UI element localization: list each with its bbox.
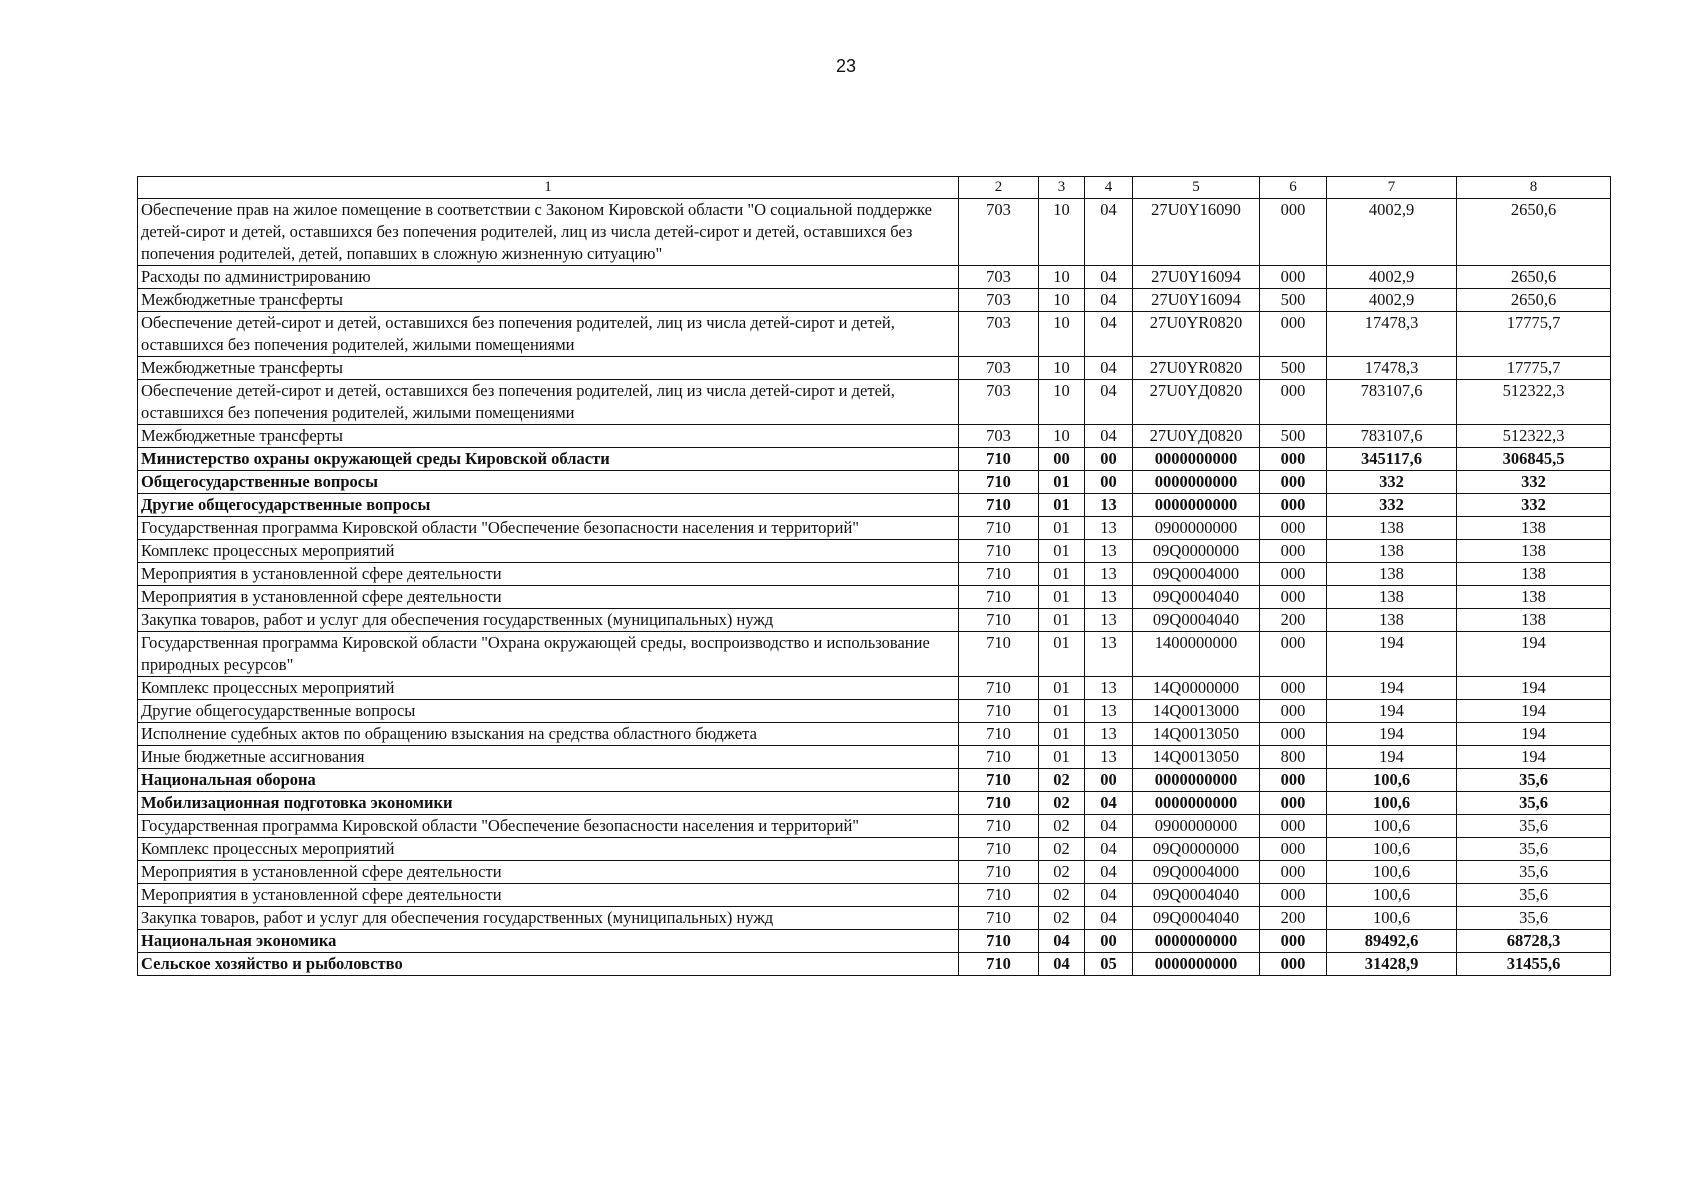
table-row xyxy=(138,792,1611,815)
amount-year-2: 35,6 xyxy=(1457,907,1611,930)
section-code: 02 xyxy=(1039,861,1085,884)
amount-year-2: 194 xyxy=(1457,746,1611,769)
target-article-code: 0000000000 xyxy=(1133,769,1260,792)
table-row xyxy=(138,494,1611,517)
target-article-code: 27U0YR0820 xyxy=(1133,312,1260,357)
row-description: Межбюджетные трансферты xyxy=(138,289,959,312)
column-header-3: 3 xyxy=(1039,177,1085,199)
section-code: 00 xyxy=(1039,448,1085,471)
expense-type-code: 000 xyxy=(1260,380,1327,425)
target-article-code: 14Q0013050 xyxy=(1133,723,1260,746)
target-article-code: 14Q0013000 xyxy=(1133,700,1260,723)
target-article-code: 0000000000 xyxy=(1133,792,1260,815)
expense-type-code: 000 xyxy=(1260,815,1327,838)
table-row xyxy=(138,907,1611,930)
budget-code: 710 xyxy=(959,586,1039,609)
budget-code: 710 xyxy=(959,540,1039,563)
amount-year-1: 332 xyxy=(1327,471,1457,494)
column-header-8: 8 xyxy=(1457,177,1611,199)
amount-year-2: 2650,6 xyxy=(1457,266,1611,289)
row-description: Обеспечение детей-сирот и детей, оставшихся без попечения родителей, лиц из числа детей-сирот и детей, оставшихся без попечения родителей, жилыми помещениями xyxy=(138,380,959,425)
table-row xyxy=(138,586,1611,609)
target-article-code: 27U0Y16094 xyxy=(1133,266,1260,289)
section-code: 02 xyxy=(1039,907,1085,930)
amount-year-2: 31455,6 xyxy=(1457,953,1611,976)
subsection-code: 13 xyxy=(1085,723,1133,746)
target-article-code: 0900000000 xyxy=(1133,517,1260,540)
section-code: 10 xyxy=(1039,380,1085,425)
table-row xyxy=(138,746,1611,769)
expense-type-code: 000 xyxy=(1260,723,1327,746)
row-description: Исполнение судебных актов по обращению взыскания на средства областного бюджета xyxy=(138,723,959,746)
amount-year-1: 4002,9 xyxy=(1327,289,1457,312)
budget-code: 703 xyxy=(959,312,1039,357)
column-header-5: 5 xyxy=(1133,177,1260,199)
amount-year-2: 35,6 xyxy=(1457,861,1611,884)
row-description: Комплекс процессных мероприятий xyxy=(138,677,959,700)
subsection-code: 04 xyxy=(1085,792,1133,815)
section-code: 01 xyxy=(1039,586,1085,609)
amount-year-1: 100,6 xyxy=(1327,884,1457,907)
amount-year-1: 17478,3 xyxy=(1327,312,1457,357)
budget-code: 710 xyxy=(959,861,1039,884)
subsection-code: 04 xyxy=(1085,425,1133,448)
section-code: 10 xyxy=(1039,266,1085,289)
section-code: 02 xyxy=(1039,792,1085,815)
amount-year-2: 35,6 xyxy=(1457,769,1611,792)
amount-year-1: 100,6 xyxy=(1327,792,1457,815)
subsection-code: 05 xyxy=(1085,953,1133,976)
subsection-code: 04 xyxy=(1085,357,1133,380)
amount-year-1: 194 xyxy=(1327,700,1457,723)
amount-year-2: 194 xyxy=(1457,723,1611,746)
budget-code: 710 xyxy=(959,700,1039,723)
amount-year-1: 89492,6 xyxy=(1327,930,1457,953)
row-description: Национальная экономика xyxy=(138,930,959,953)
amount-year-2: 332 xyxy=(1457,494,1611,517)
expense-type-code: 000 xyxy=(1260,930,1327,953)
amount-year-1: 138 xyxy=(1327,517,1457,540)
section-code: 01 xyxy=(1039,563,1085,586)
row-description: Мероприятия в установленной сфере деятельности xyxy=(138,884,959,907)
amount-year-2: 138 xyxy=(1457,586,1611,609)
table-row xyxy=(138,884,1611,907)
amount-year-1: 31428,9 xyxy=(1327,953,1457,976)
page-number: 23 xyxy=(835,56,857,76)
column-header-4: 4 xyxy=(1085,177,1133,199)
amount-year-1: 194 xyxy=(1327,723,1457,746)
amount-year-2: 138 xyxy=(1457,517,1611,540)
subsection-code: 13 xyxy=(1085,677,1133,700)
subsection-code: 13 xyxy=(1085,700,1133,723)
section-code: 01 xyxy=(1039,746,1085,769)
budget-code: 710 xyxy=(959,838,1039,861)
expense-type-code: 000 xyxy=(1260,471,1327,494)
table-row xyxy=(138,838,1611,861)
amount-year-1: 194 xyxy=(1327,677,1457,700)
target-article-code: 0000000000 xyxy=(1133,494,1260,517)
amount-year-2: 512322,3 xyxy=(1457,380,1611,425)
budget-code: 710 xyxy=(959,884,1039,907)
amount-year-2: 512322,3 xyxy=(1457,425,1611,448)
budget-code: 703 xyxy=(959,380,1039,425)
expense-type-code: 000 xyxy=(1260,540,1327,563)
section-code: 01 xyxy=(1039,517,1085,540)
table-row xyxy=(138,448,1611,471)
expense-type-code: 000 xyxy=(1260,563,1327,586)
table-row xyxy=(138,312,1611,357)
budget-code: 710 xyxy=(959,723,1039,746)
row-description: Межбюджетные трансферты xyxy=(138,425,959,448)
amount-year-1: 138 xyxy=(1327,540,1457,563)
expense-type-code: 000 xyxy=(1260,953,1327,976)
expense-type-code: 000 xyxy=(1260,312,1327,357)
table-row xyxy=(138,357,1611,380)
subsection-code: 04 xyxy=(1085,266,1133,289)
target-article-code: 09Q0000000 xyxy=(1133,838,1260,861)
table-row xyxy=(138,563,1611,586)
budget-code: 703 xyxy=(959,357,1039,380)
amount-year-1: 100,6 xyxy=(1327,861,1457,884)
table-row xyxy=(138,861,1611,884)
amount-year-1: 783107,6 xyxy=(1327,425,1457,448)
amount-year-2: 138 xyxy=(1457,540,1611,563)
target-article-code: 27U0YR0820 xyxy=(1133,357,1260,380)
target-article-code: 09Q0000000 xyxy=(1133,540,1260,563)
row-description: Другие общегосударственные вопросы xyxy=(138,700,959,723)
table-body xyxy=(138,199,1611,976)
row-description: Комплекс процессных мероприятий xyxy=(138,838,959,861)
row-description: Государственная программа Кировской области "Обеспечение безопасности населения и территорий" xyxy=(138,517,959,540)
table-row xyxy=(138,677,1611,700)
section-code: 01 xyxy=(1039,700,1085,723)
row-description: Мероприятия в установленной сфере деятельности xyxy=(138,586,959,609)
budget-code: 703 xyxy=(959,266,1039,289)
target-article-code: 0000000000 xyxy=(1133,930,1260,953)
table-row xyxy=(138,609,1611,632)
subsection-code: 04 xyxy=(1085,838,1133,861)
expense-type-code: 000 xyxy=(1260,448,1327,471)
row-description: Обеспечение прав на жилое помещение в соответствии с Законом Кировской области "О социальной поддержке детей-сирот и детей, оставшихся без попечения родителей, лиц из числа детей-сирот и детей, оставшихся без попечения родителей, детей, попавших в сложную жизненную ситуацию" xyxy=(138,199,959,266)
row-description: Государственная программа Кировской области "Обеспечение безопасности населения и территорий" xyxy=(138,815,959,838)
section-code: 04 xyxy=(1039,930,1085,953)
row-description: Национальная оборона xyxy=(138,769,959,792)
subsection-code: 00 xyxy=(1085,769,1133,792)
target-article-code: 09Q0004000 xyxy=(1133,563,1260,586)
expense-type-code: 000 xyxy=(1260,199,1327,266)
target-article-code: 27U0Y16094 xyxy=(1133,289,1260,312)
table-row xyxy=(138,471,1611,494)
amount-year-2: 17775,7 xyxy=(1457,312,1611,357)
row-description: Иные бюджетные ассигнования xyxy=(138,746,959,769)
section-code: 02 xyxy=(1039,815,1085,838)
budget-code: 710 xyxy=(959,769,1039,792)
row-description: Обеспечение детей-сирот и детей, оставшихся без попечения родителей, лиц из числа детей-сирот и детей, оставшихся без попечения родителей, жилыми помещениями xyxy=(138,312,959,357)
amount-year-1: 332 xyxy=(1327,494,1457,517)
row-description: Комплекс процессных мероприятий xyxy=(138,540,959,563)
subsection-code: 00 xyxy=(1085,471,1133,494)
subsection-code: 13 xyxy=(1085,746,1133,769)
table-row xyxy=(138,517,1611,540)
section-code: 02 xyxy=(1039,769,1085,792)
subsection-code: 13 xyxy=(1085,632,1133,677)
target-article-code: 09Q0004040 xyxy=(1133,907,1260,930)
target-article-code: 1400000000 xyxy=(1133,632,1260,677)
target-article-code: 09Q0004040 xyxy=(1133,586,1260,609)
expense-type-code: 200 xyxy=(1260,609,1327,632)
target-article-code: 09Q0004000 xyxy=(1133,861,1260,884)
budget-code: 710 xyxy=(959,517,1039,540)
budget-code: 710 xyxy=(959,609,1039,632)
table-row xyxy=(138,540,1611,563)
budget-code: 703 xyxy=(959,425,1039,448)
amount-year-1: 138 xyxy=(1327,609,1457,632)
section-code: 04 xyxy=(1039,953,1085,976)
amount-year-1: 138 xyxy=(1327,586,1457,609)
section-code: 01 xyxy=(1039,540,1085,563)
subsection-code: 13 xyxy=(1085,609,1133,632)
row-description: Мобилизационная подготовка экономики xyxy=(138,792,959,815)
table-row xyxy=(138,425,1611,448)
budget-code: 710 xyxy=(959,953,1039,976)
expense-type-code: 000 xyxy=(1260,586,1327,609)
row-description: Общегосударственные вопросы xyxy=(138,471,959,494)
amount-year-2: 138 xyxy=(1457,563,1611,586)
header-row xyxy=(138,177,1611,199)
expense-type-code: 000 xyxy=(1260,632,1327,677)
table-row xyxy=(138,930,1611,953)
target-article-code: 14Q0000000 xyxy=(1133,677,1260,700)
table-row xyxy=(138,289,1611,312)
amount-year-1: 100,6 xyxy=(1327,815,1457,838)
expense-type-code: 000 xyxy=(1260,861,1327,884)
amount-year-2: 306845,5 xyxy=(1457,448,1611,471)
expense-type-code: 000 xyxy=(1260,494,1327,517)
section-code: 02 xyxy=(1039,838,1085,861)
section-code: 01 xyxy=(1039,494,1085,517)
subsection-code: 13 xyxy=(1085,494,1133,517)
target-article-code: 09Q0004040 xyxy=(1133,884,1260,907)
subsection-code: 13 xyxy=(1085,540,1133,563)
table-row xyxy=(138,632,1611,677)
amount-year-1: 4002,9 xyxy=(1327,199,1457,266)
section-code: 10 xyxy=(1039,357,1085,380)
table-row xyxy=(138,700,1611,723)
section-code: 10 xyxy=(1039,289,1085,312)
target-article-code: 27U0YД0820 xyxy=(1133,425,1260,448)
row-description: Закупка товаров, работ и услуг для обеспечения государственных (муниципальных) нужд xyxy=(138,609,959,632)
target-article-code: 09Q0004040 xyxy=(1133,609,1260,632)
subsection-code: 04 xyxy=(1085,312,1133,357)
amount-year-1: 194 xyxy=(1327,746,1457,769)
row-description: Расходы по администрированию xyxy=(138,266,959,289)
table-row xyxy=(138,266,1611,289)
table-row xyxy=(138,199,1611,266)
budget-code: 710 xyxy=(959,632,1039,677)
amount-year-1: 138 xyxy=(1327,563,1457,586)
amount-year-1: 100,6 xyxy=(1327,838,1457,861)
row-description: Межбюджетные трансферты xyxy=(138,357,959,380)
amount-year-2: 2650,6 xyxy=(1457,199,1611,266)
section-code: 01 xyxy=(1039,609,1085,632)
budget-code: 710 xyxy=(959,792,1039,815)
budget-code: 710 xyxy=(959,677,1039,700)
budget-code: 710 xyxy=(959,471,1039,494)
section-code: 10 xyxy=(1039,425,1085,448)
subsection-code: 04 xyxy=(1085,907,1133,930)
amount-year-2: 194 xyxy=(1457,632,1611,677)
subsection-code: 04 xyxy=(1085,815,1133,838)
table-row xyxy=(138,723,1611,746)
expense-type-code: 000 xyxy=(1260,700,1327,723)
row-description: Другие общегосударственные вопросы xyxy=(138,494,959,517)
table-row xyxy=(138,815,1611,838)
expense-type-code: 000 xyxy=(1260,838,1327,861)
amount-year-1: 4002,9 xyxy=(1327,266,1457,289)
expense-type-code: 500 xyxy=(1260,357,1327,380)
row-description: Сельское хозяйство и рыболовство xyxy=(138,953,959,976)
expense-type-code: 000 xyxy=(1260,677,1327,700)
expense-type-code: 000 xyxy=(1260,792,1327,815)
budget-table xyxy=(137,176,1611,976)
row-description: Министерство охраны окружающей среды Кировской области xyxy=(138,448,959,471)
target-article-code: 14Q0013050 xyxy=(1133,746,1260,769)
section-code: 10 xyxy=(1039,199,1085,266)
subsection-code: 04 xyxy=(1085,861,1133,884)
target-article-code: 0000000000 xyxy=(1133,471,1260,494)
amount-year-1: 194 xyxy=(1327,632,1457,677)
section-code: 01 xyxy=(1039,632,1085,677)
amount-year-1: 100,6 xyxy=(1327,907,1457,930)
budget-code: 710 xyxy=(959,448,1039,471)
section-code: 10 xyxy=(1039,312,1085,357)
amount-year-2: 17775,7 xyxy=(1457,357,1611,380)
expense-type-code: 500 xyxy=(1260,289,1327,312)
column-header-7: 7 xyxy=(1327,177,1457,199)
subsection-code: 00 xyxy=(1085,448,1133,471)
table-row xyxy=(138,953,1611,976)
column-header-6: 6 xyxy=(1260,177,1327,199)
section-code: 02 xyxy=(1039,884,1085,907)
row-description: Мероприятия в установленной сфере деятельности xyxy=(138,563,959,586)
amount-year-2: 332 xyxy=(1457,471,1611,494)
amount-year-2: 138 xyxy=(1457,609,1611,632)
budget-code: 710 xyxy=(959,930,1039,953)
budget-code: 710 xyxy=(959,494,1039,517)
amount-year-2: 35,6 xyxy=(1457,792,1611,815)
budget-code: 710 xyxy=(959,907,1039,930)
amount-year-2: 68728,3 xyxy=(1457,930,1611,953)
section-code: 01 xyxy=(1039,723,1085,746)
subsection-code: 04 xyxy=(1085,884,1133,907)
target-article-code: 0900000000 xyxy=(1133,815,1260,838)
expense-type-code: 000 xyxy=(1260,769,1327,792)
row-description: Мероприятия в установленной сфере деятельности xyxy=(138,861,959,884)
target-article-code: 27U0YД0820 xyxy=(1133,380,1260,425)
amount-year-2: 35,6 xyxy=(1457,884,1611,907)
expense-type-code: 200 xyxy=(1260,907,1327,930)
amount-year-2: 35,6 xyxy=(1457,838,1611,861)
table-row xyxy=(138,380,1611,425)
amount-year-1: 17478,3 xyxy=(1327,357,1457,380)
expense-type-code: 000 xyxy=(1260,517,1327,540)
section-code: 01 xyxy=(1039,471,1085,494)
row-description: Закупка товаров, работ и услуг для обеспечения государственных (муниципальных) нужд xyxy=(138,907,959,930)
section-code: 01 xyxy=(1039,677,1085,700)
subsection-code: 13 xyxy=(1085,517,1133,540)
budget-code: 703 xyxy=(959,289,1039,312)
budget-code: 710 xyxy=(959,563,1039,586)
subsection-code: 13 xyxy=(1085,586,1133,609)
target-article-code: 0000000000 xyxy=(1133,953,1260,976)
subsection-code: 04 xyxy=(1085,380,1133,425)
subsection-code: 04 xyxy=(1085,199,1133,266)
expense-type-code: 500 xyxy=(1260,425,1327,448)
column-header-1: 1 xyxy=(138,177,959,199)
expense-type-code: 000 xyxy=(1260,884,1327,907)
expense-type-code: 000 xyxy=(1260,266,1327,289)
amount-year-2: 35,6 xyxy=(1457,815,1611,838)
budget-code: 710 xyxy=(959,815,1039,838)
target-article-code: 0000000000 xyxy=(1133,448,1260,471)
row-description: Государственная программа Кировской области "Охрана окружающей среды, воспроизводство и использование природных ресурсов" xyxy=(138,632,959,677)
expense-type-code: 800 xyxy=(1260,746,1327,769)
amount-year-2: 2650,6 xyxy=(1457,289,1611,312)
subsection-code: 00 xyxy=(1085,930,1133,953)
subsection-code: 04 xyxy=(1085,289,1133,312)
column-header-2: 2 xyxy=(959,177,1039,199)
amount-year-1: 100,6 xyxy=(1327,769,1457,792)
amount-year-2: 194 xyxy=(1457,677,1611,700)
target-article-code: 27U0Y16090 xyxy=(1133,199,1260,266)
table-row xyxy=(138,769,1611,792)
amount-year-2: 194 xyxy=(1457,700,1611,723)
amount-year-1: 783107,6 xyxy=(1327,380,1457,425)
amount-year-1: 345117,6 xyxy=(1327,448,1457,471)
subsection-code: 13 xyxy=(1085,563,1133,586)
budget-code: 710 xyxy=(959,746,1039,769)
budget-code: 703 xyxy=(959,199,1039,266)
